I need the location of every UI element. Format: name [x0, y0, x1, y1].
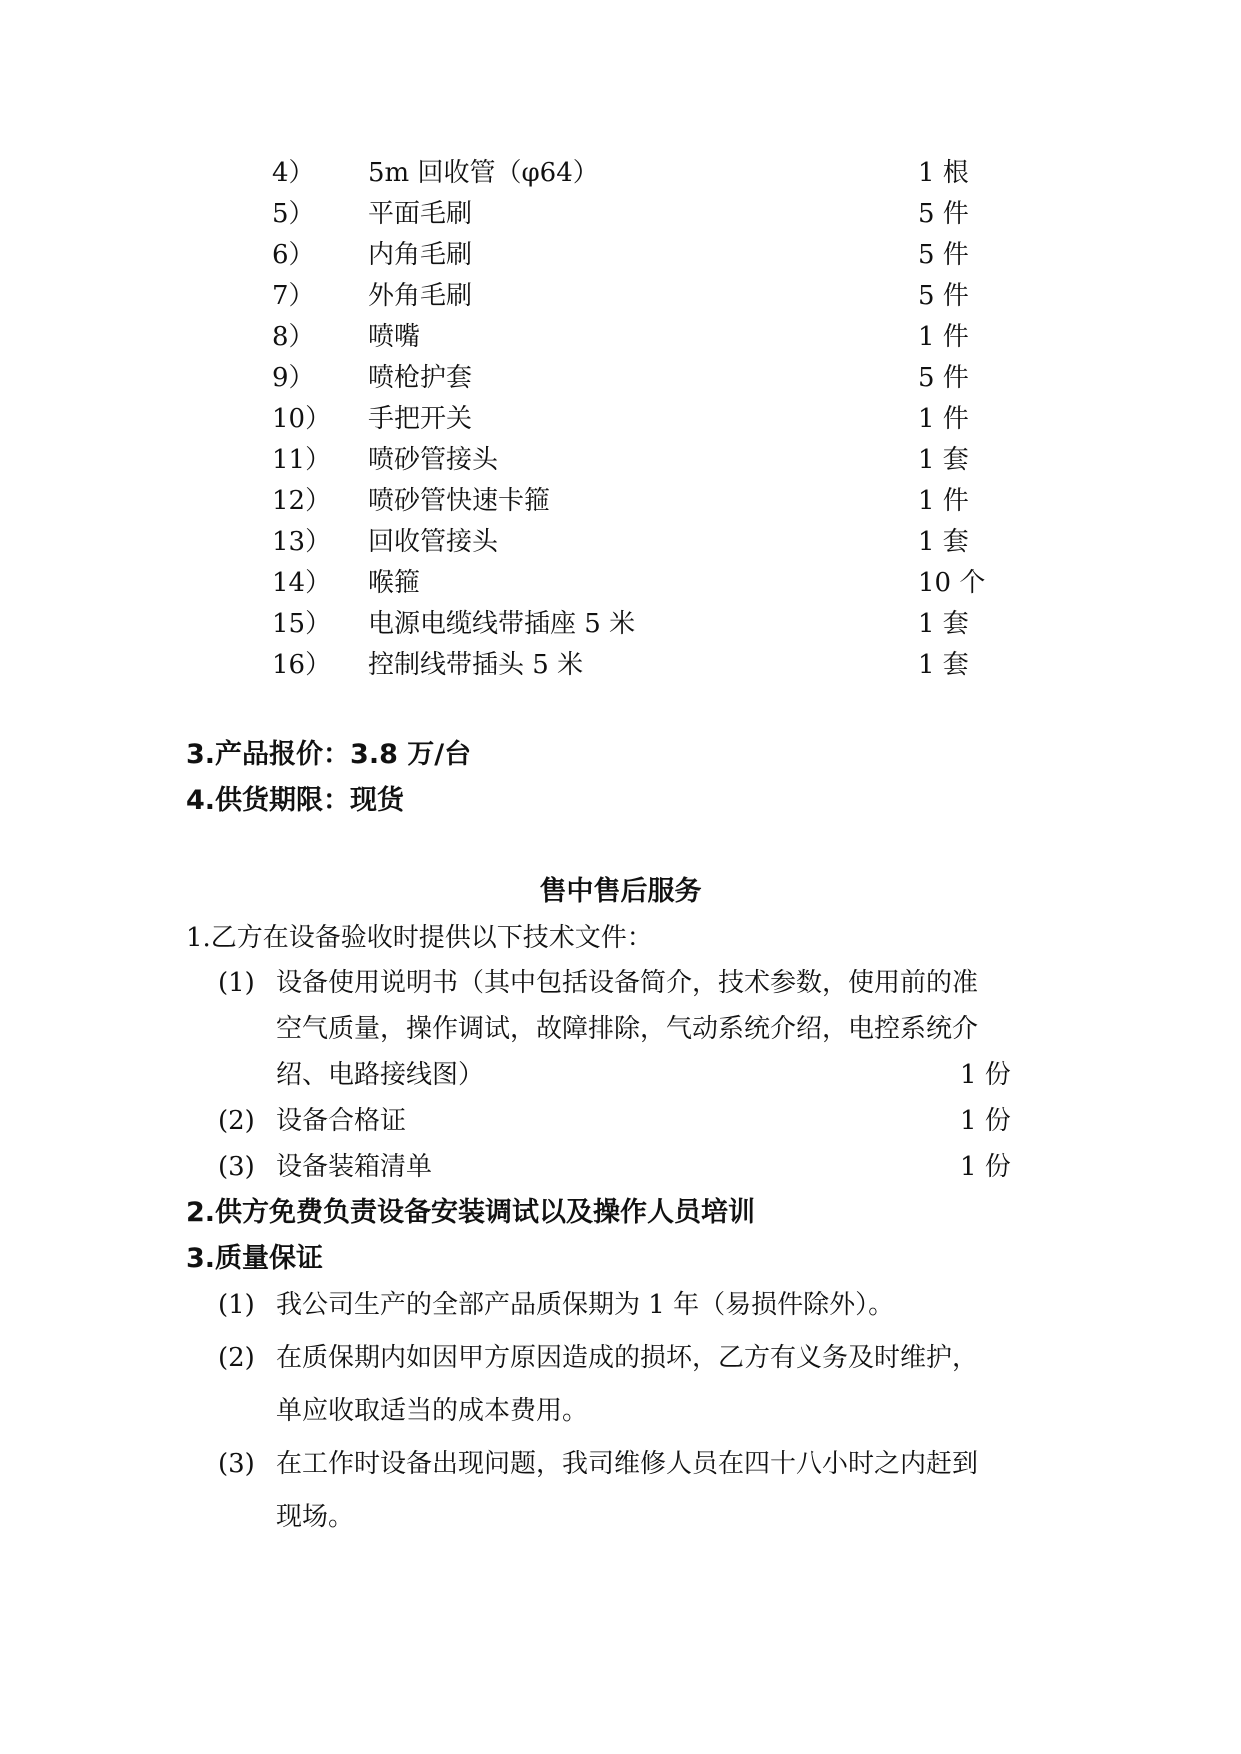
sub-item-marker: (3): [218, 1449, 255, 1479]
price-line: 3.产品报价：3.8 万/台: [186, 739, 472, 770]
sub-item-text: 单应收取适当的成本费用。: [276, 1396, 589, 1426]
sub-item-text: 在工作时设备出现问题，我司维修人员在四十八小时之内赶到: [276, 1449, 979, 1479]
item-number: 13）: [272, 527, 332, 557]
sub-item-text: 设备使用说明书（其中包括设备简介，技术参数，使用前的准: [276, 968, 979, 998]
list-item: [0, 196, 1241, 232]
item-name: 电源电缆线带插座 5 米: [368, 609, 636, 639]
item-number: 14）: [272, 568, 332, 598]
sub-item-text: 在质保期内如因甲方原因造成的损坏，乙方有义务及时维护，: [276, 1343, 979, 1373]
item-name: 喷砂管接头: [368, 445, 499, 475]
sub-item-marker: (3): [218, 1152, 255, 1182]
supply-line: 4.供货期限：现货: [186, 785, 405, 816]
list-item: [0, 565, 1241, 601]
section-title: 售中售后服务: [539, 876, 702, 907]
item-name: 手把开关: [368, 404, 473, 434]
item-name: 外角毛刷: [368, 281, 473, 311]
sub-item-marker: (2): [218, 1343, 255, 1373]
item-name: 喷枪护套: [368, 363, 473, 393]
service-heading-1: 1.乙方在设备验收时提供以下技术文件：: [186, 923, 653, 953]
item-number: 12）: [272, 486, 332, 516]
sub-item-quantity: 1 份: [960, 1060, 1011, 1090]
item-number: 16）: [272, 650, 332, 680]
item-quantity: 10 个: [918, 568, 986, 598]
item-number: 6）: [272, 240, 315, 270]
list-item: [0, 319, 1241, 355]
list-item: [0, 524, 1241, 560]
item-name: 控制线带插头 5 米: [368, 650, 584, 680]
item-number: 7）: [272, 281, 315, 311]
sub-item-text: 空气质量，操作调试，故障排除，气动系统介绍，电控系统介: [276, 1014, 979, 1044]
item-quantity: 5 件: [918, 199, 969, 229]
item-name: 回收管接头: [368, 527, 499, 557]
item-quantity: 5 件: [918, 363, 969, 393]
list-item: [0, 647, 1241, 683]
list-item: [0, 483, 1241, 519]
list-item: [0, 442, 1241, 478]
item-quantity: 1 套: [918, 445, 969, 475]
item-number: 9）: [272, 363, 315, 393]
list-item: [0, 278, 1241, 314]
item-name: 平面毛刷: [368, 199, 473, 229]
list-item: [0, 155, 1241, 191]
sub-item-text: 设备合格证: [276, 1106, 407, 1136]
item-name: 喷砂管快速卡箍: [368, 486, 551, 516]
item-name: 5m 回收管（φ64）: [368, 158, 599, 188]
sub-item-marker: (1): [218, 968, 255, 998]
sub-item-text: 现场。: [276, 1502, 355, 1532]
item-number: 10）: [272, 404, 332, 434]
item-name: 内角毛刷: [368, 240, 473, 270]
item-number: 11）: [272, 445, 332, 475]
item-name: 喷嘴: [368, 322, 421, 352]
item-quantity: 1 件: [918, 404, 969, 434]
sub-item-quantity: 1 份: [960, 1152, 1011, 1182]
item-number: 5）: [272, 199, 315, 229]
list-item: [0, 237, 1241, 273]
sub-item-marker: (1): [218, 1290, 255, 1320]
sub-item-marker: (2): [218, 1106, 255, 1136]
list-item: [0, 606, 1241, 642]
sub-item-text: 我公司生产的全部产品质保期为 1 年（易损件除外）。: [276, 1290, 895, 1320]
item-quantity: 1 套: [918, 650, 969, 680]
item-number: 15）: [272, 609, 332, 639]
item-quantity: 5 件: [918, 240, 969, 270]
item-number: 8）: [272, 322, 315, 352]
list-item: [0, 360, 1241, 396]
sub-item-quantity: 1 份: [960, 1106, 1011, 1136]
item-name: 喉箍: [368, 568, 421, 598]
item-number: 4）: [272, 158, 315, 188]
sub-item-text: 绍、电路接线图）: [276, 1060, 485, 1090]
list-item: [0, 401, 1241, 437]
item-quantity: 1 件: [918, 486, 969, 516]
item-quantity: 1 套: [918, 609, 969, 639]
service-heading-2: 2.供方免费负责设备安装调试以及操作人员培训: [186, 1197, 756, 1228]
sub-item-text: 设备装箱清单: [276, 1152, 433, 1182]
item-quantity: 1 根: [918, 158, 969, 188]
item-quantity: 1 套: [918, 527, 969, 557]
item-quantity: 5 件: [918, 281, 969, 311]
service-heading-3: 3.质量保证: [186, 1243, 324, 1274]
item-quantity: 1 件: [918, 322, 969, 352]
